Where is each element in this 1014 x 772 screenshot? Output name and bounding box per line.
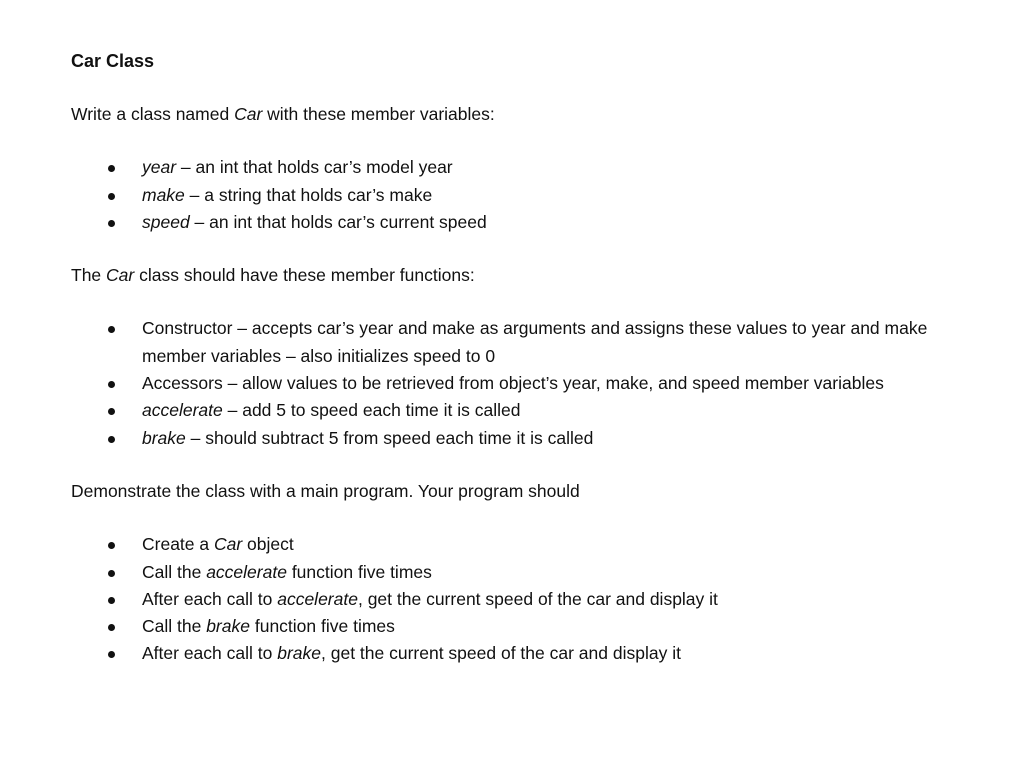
function-description: Constructor – accepts car’s year and make as arguments and assigns these values to year and make member variables – also initializes speed to 0 (142, 318, 928, 366)
step-post: object (242, 534, 294, 555)
intro-class-name: Car (234, 104, 263, 124)
variable-name: make (142, 184, 185, 205)
function-name: accelerate (142, 400, 223, 421)
list-item (71, 397, 991, 424)
list-item (71, 640, 991, 667)
demo-intro-paragraph: Demonstrate the class with a main program. Your program should (71, 480, 580, 501)
list-item (71, 370, 991, 397)
functions-intro-pre: The (71, 265, 107, 286)
list-item (71, 425, 991, 452)
bullet-icon (108, 570, 115, 577)
intro-post: with these member variables: (262, 104, 495, 124)
bullet-icon (108, 542, 115, 549)
step-post: function five times (286, 561, 432, 582)
document-page (71, 46, 991, 668)
step-emphasis: Car (213, 534, 243, 555)
member-variables-list (71, 154, 991, 236)
list-item (71, 559, 991, 586)
step-pre: After each call to (142, 588, 278, 609)
function-description: Accessors – allow values to be retrieved from object’s year, make, and speed member variables (142, 373, 884, 394)
step-emphasis: accelerate (206, 561, 287, 582)
list-item (71, 613, 991, 640)
bullet-icon (108, 220, 115, 227)
bullet-icon (108, 326, 115, 333)
bullet-icon (108, 436, 115, 443)
program-steps-list (71, 531, 991, 667)
bullet-icon (108, 381, 115, 388)
variable-description: – an int that holds car’s model year (176, 157, 453, 178)
bullet-icon (108, 165, 115, 172)
list-item (71, 586, 991, 613)
step-post: , get the current speed of the car and display it (321, 643, 681, 664)
variable-description: – a string that holds car’s make (184, 184, 433, 205)
bullet-icon (108, 408, 115, 415)
bullet-icon (108, 651, 115, 658)
functions-intro-class-name: Car (106, 265, 135, 286)
function-description: – should subtract 5 from speed each time it is called (185, 427, 594, 448)
function-description: – add 5 to speed each time it is called (222, 400, 521, 421)
variable-name: year (142, 157, 177, 178)
step-pre: Call the (142, 616, 207, 637)
step-pre: After each call to (142, 643, 278, 664)
bullet-icon (108, 193, 115, 200)
step-post: , get the current speed of the car and display it (357, 588, 718, 609)
variable-description: – an int that holds car’s current speed (189, 211, 487, 232)
list-item (71, 531, 991, 558)
variable-name: speed (142, 211, 190, 232)
functions-intro-post: class should have these member functions: (134, 265, 475, 286)
list-item (71, 154, 991, 181)
step-emphasis: brake (206, 616, 250, 637)
bullet-icon (108, 597, 115, 604)
function-name: brake (142, 427, 186, 448)
member-functions-list (71, 315, 991, 451)
intro-pre: Write a class named (71, 104, 235, 124)
step-post: function five times (249, 616, 395, 637)
list-item (71, 182, 991, 209)
list-item (71, 209, 991, 236)
list-item (71, 315, 991, 370)
step-emphasis: brake (277, 643, 321, 664)
step-emphasis: accelerate (277, 588, 358, 609)
document-title: Car Class (71, 51, 155, 71)
step-pre: Call the (142, 561, 207, 582)
bullet-icon (108, 624, 115, 631)
intro-paragraph (71, 101, 991, 128)
step-pre: Create a (142, 534, 214, 555)
functions-intro-paragraph (71, 262, 991, 289)
